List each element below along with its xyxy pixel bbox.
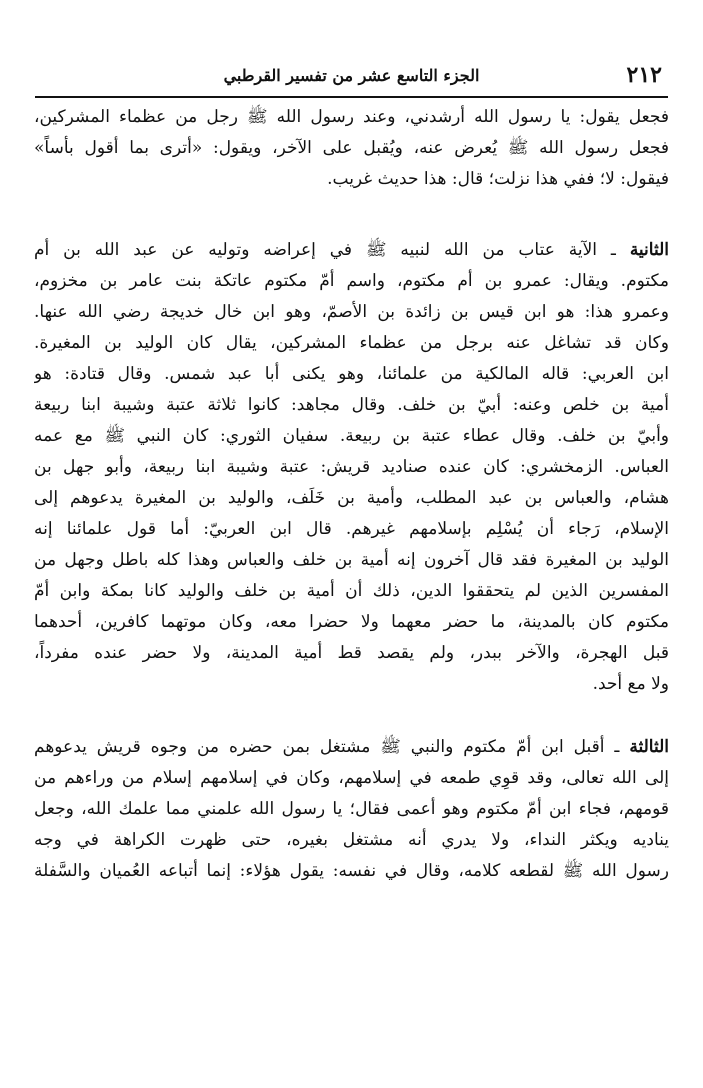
running-title: الجزء التاسع عشر من تفسير القرطبي — [223, 66, 480, 85]
paragraph-3 — [34, 732, 669, 887]
page-body — [34, 102, 669, 887]
text-line: رسول الله ﷺ لقطعه كلامه، وقال في نفسه: يقول هؤلاء: إنما أتباعه العُميان والسَّفلة — [34, 861, 669, 881]
paragraph-spacer — [34, 195, 669, 235]
text-line: فجعل رسول الله ﷺ يُعرض عنه، ويُقبل على الآخر، ويقول: «أترى بما أقول بأساً» — [34, 138, 669, 158]
page-number: ٢١٢ — [626, 62, 662, 88]
section-keyword-third: الثالثة — [629, 737, 669, 757]
text-line: وعمرو هذا: هو ابن قيس بن زائدة بن الأصمّ، وهو ابن خال خديجة رضي الله عنها. — [34, 302, 669, 322]
text-line: أمية بن خلص وعنه: أبيّ بن خلف. وقال مجاهد: كانوا ثلاثة عتبة وشيبة ابنا ربيعة — [34, 395, 669, 415]
text-line — [34, 235, 669, 266]
text-line: مكتوم كان بالمدينة، ما حضر معهما ولا حضرا معه، وكان موتهما كافرين، أحدهما — [34, 612, 669, 632]
text-line: وأبيّ بن خلف. وقال عطاء عتبة بن ربيعة. سفيان الثوري: كان النبي ﷺ مع عمه — [34, 426, 669, 446]
text-line: مكتوم. ويقال: عمرو بن أم مكتوم، واسم أمّ مكتوم عاتكة بنت عامر بن مخزوم، — [34, 271, 669, 291]
text-segment: ـ الآية عتاب من الله لنبيه ﷺ في إعراضه وتوليه عن عبد الله بن أم — [34, 240, 616, 260]
text-line: وكان قد تشاغل عنه برجل من عظماء المشركين، يقال كان الوليد بن المغيرة. — [34, 333, 669, 353]
paragraph-1 — [34, 102, 669, 195]
text-line: ابن العربي: قاله المالكية من علمائنا، وهو يكنى أبا عبد شمس. وقال قتادة: هو — [34, 364, 669, 384]
text-line: يناديه ويكثر النداء، ولا يدري أنه مشتغل بغيره، حتى ظهرت الكراهة في وجه — [34, 830, 669, 850]
text-line: الإسلام، رَجاء أن يُسْلِم بإسلامهم غيرهم. قال ابن العربيّ: أما قول علمائنا إنه — [34, 519, 669, 539]
page-header — [35, 60, 668, 98]
text-line: قومهم، فجاء ابن أمّ مكتوم وهو أعمى فقال؛ يا رسول الله علمني مما علمك الله، وجعل — [34, 799, 669, 819]
paragraph-spacer — [34, 700, 669, 732]
text-line: فجعل يقول: يا رسول الله أرشدني، وعند رسول الله ﷺ رجل من عظماء المشركين، — [34, 107, 669, 127]
paragraph-2 — [34, 235, 669, 700]
text-line: العباس. الزمخشري: كان عنده صناديد قريش: عتبة وشيبة ابنا ربيعة، وأبو جهل بن — [34, 457, 669, 477]
section-keyword-second: الثانية — [629, 240, 669, 260]
text-line: ولا مع أحد. — [592, 674, 669, 694]
text-segment: ـ أقبل ابن أمّ مكتوم والنبي ﷺ مشتغل بمن حضره من وجوه قريش يدعوهم — [34, 737, 620, 757]
text-line: المفسرين الذين لم يتحققوا الدين، ذلك أن أمية بن خلف والوليد كانا بمكة وابن أمّ — [34, 581, 669, 601]
text-line — [34, 732, 669, 763]
text-line: قبل الهجرة، والآخر ببدر، ولم يقصد قط أمية المدينة، ولا حضر عنده مفرداً، — [34, 643, 669, 663]
text-line: فيقول: لا؛ ففي هذا نزلت؛ قال: هذا حديث غريب. — [327, 169, 669, 189]
text-line: إلى الله تعالى، وقد قوِي طمعه في إسلامهم، وكان في إسلامهم إسلام من وراءهم من — [34, 768, 669, 788]
text-line: هشام، والعباس بن عبد المطلب، وأمية بن خَلَف، والوليد بن المغيرة يدعوهم إلى — [34, 488, 669, 508]
text-line: الوليد بن المغيرة فقد قال آخرون إنه أمية بن خلف والعباس وهذا كله باطل وجهل من — [34, 550, 669, 570]
